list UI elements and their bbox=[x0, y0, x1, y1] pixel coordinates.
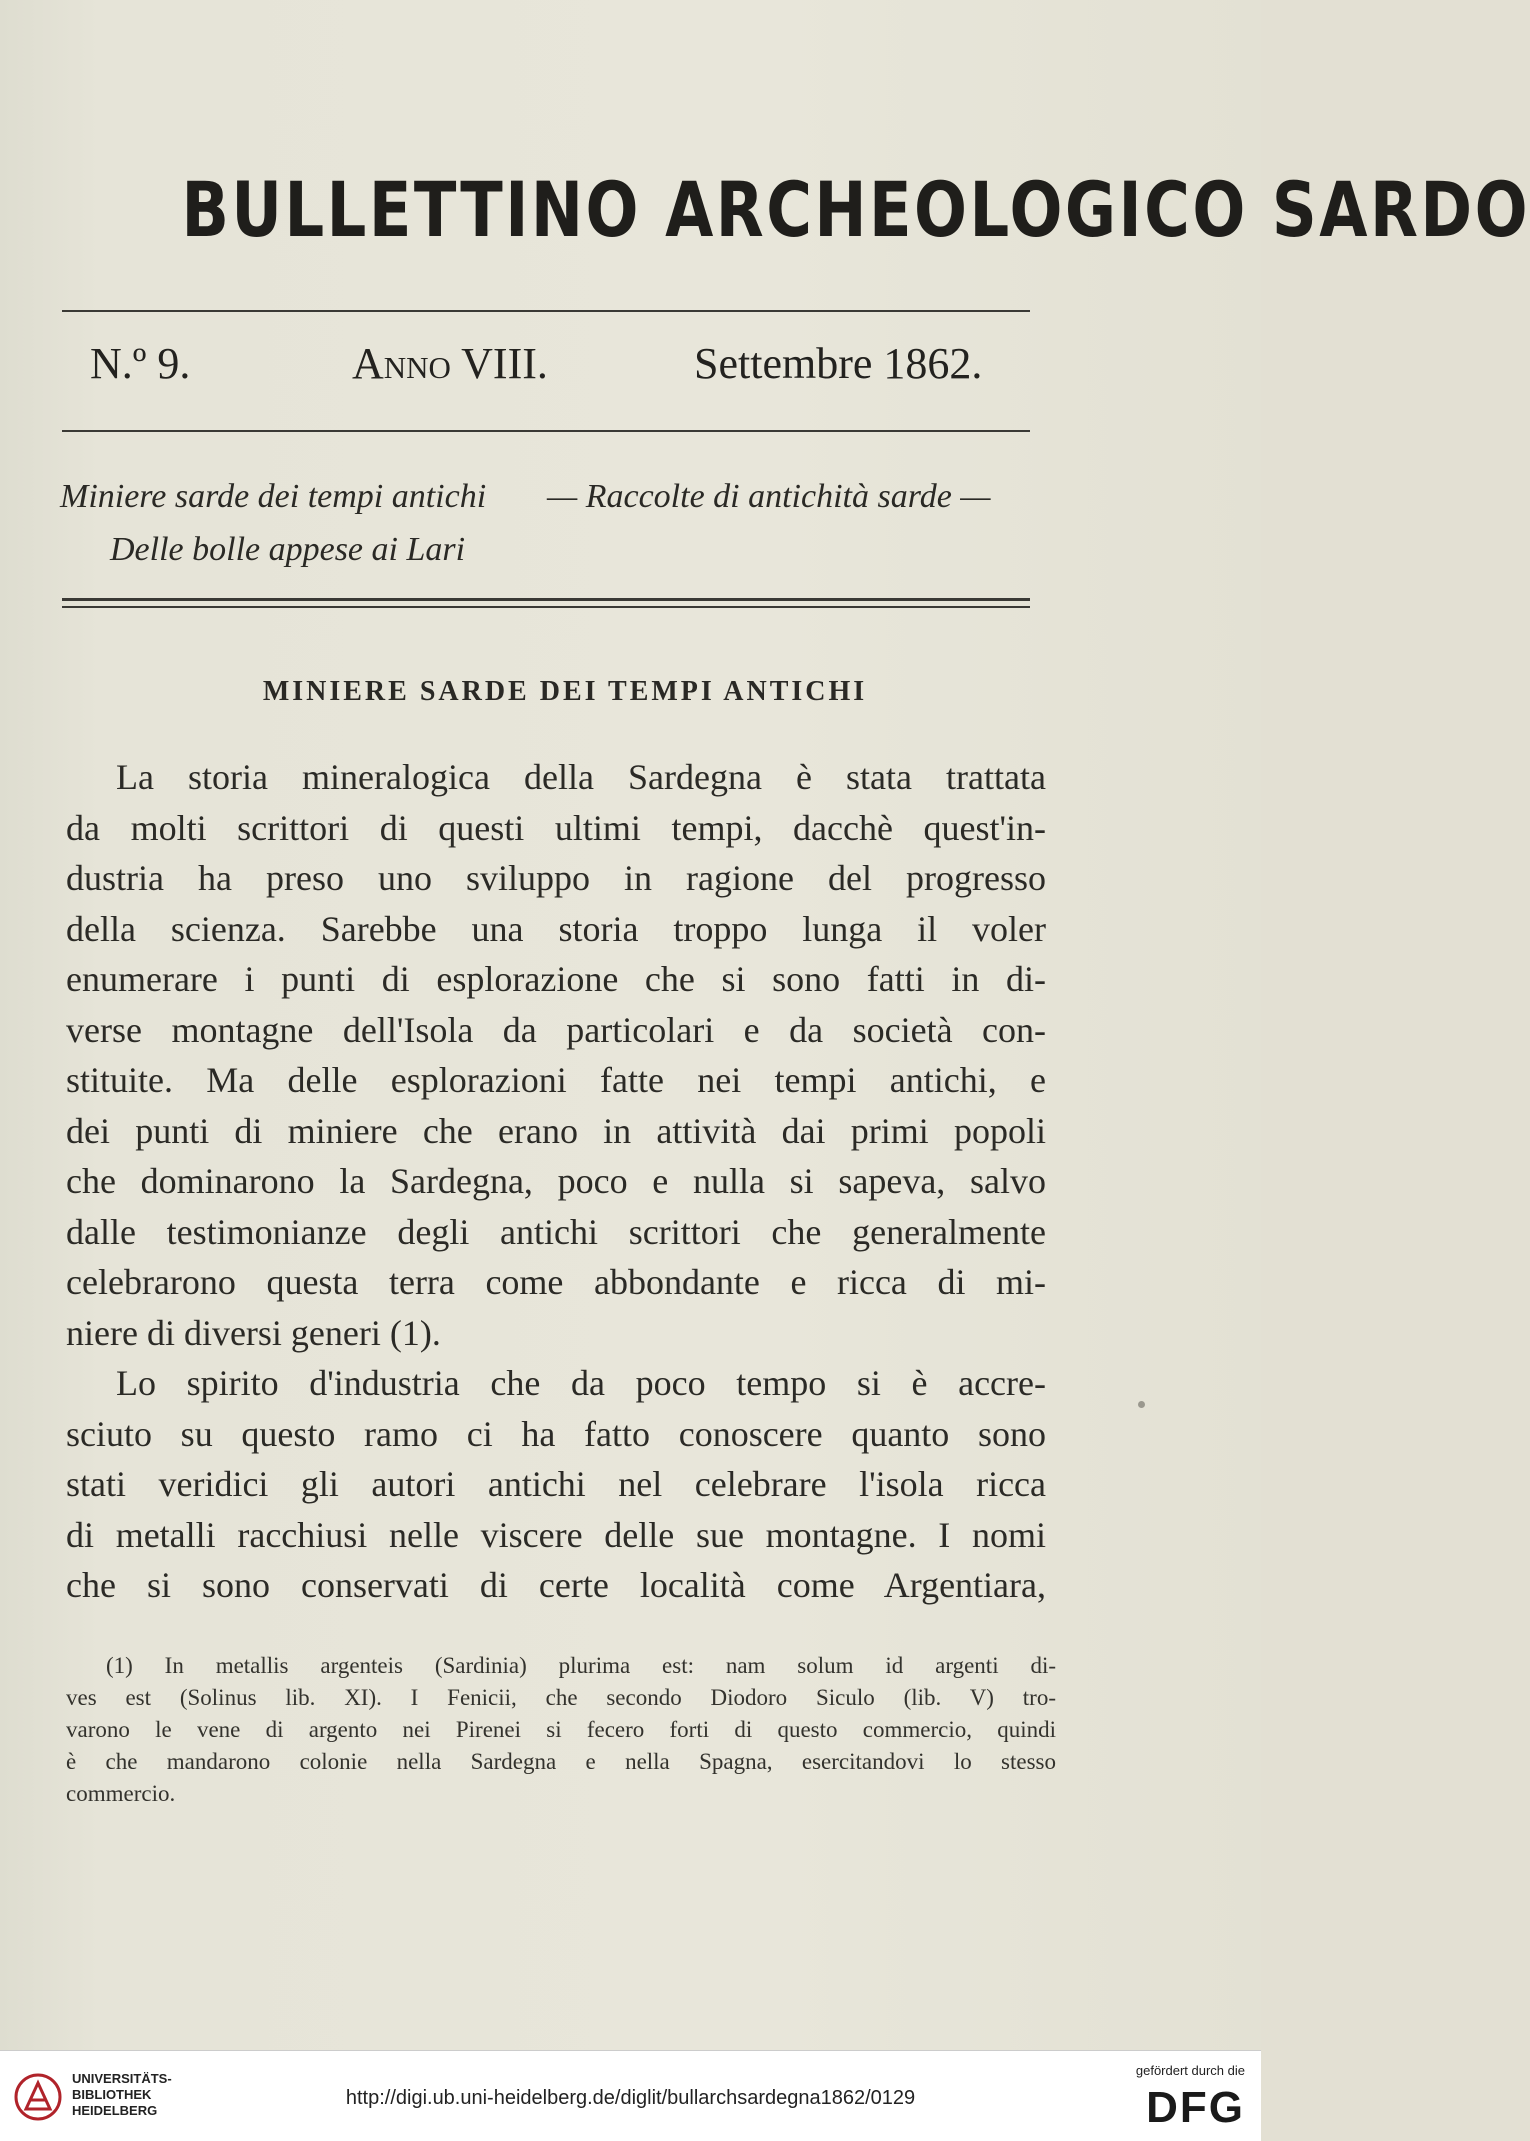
footnote-line: varono le vene di argento nei Pirenei si fecero forti di questo commercio, quindi bbox=[66, 1717, 1056, 1742]
rule-middle bbox=[62, 430, 1030, 432]
journal-title: BULLETTINO ARCHEOLOGICO SARDO bbox=[181, 165, 1530, 254]
contents-item: Miniere sarde dei tempi antichi bbox=[60, 478, 487, 515]
text-line: della scienza. Sarebbe una storia troppo lunga il voler bbox=[66, 908, 1046, 949]
text-line: La storia mineralogica della Sardegna è stata trattata bbox=[116, 757, 1046, 797]
text-line: dei punti di miniere che erano in attività dai primi popoli bbox=[66, 1110, 1046, 1151]
text-line: dustria ha preso uno sviluppo in ragione del progresso bbox=[66, 858, 1046, 898]
contents-line bbox=[60, 523, 1040, 576]
text-line: sciuto su questo ramo ci ha fatto conoscere quanto sono bbox=[66, 1413, 1046, 1454]
dfg-logo: DFG bbox=[1146, 2083, 1245, 2132]
issue-year bbox=[352, 338, 548, 389]
section-title: MINIERE SARDE DEI TEMPI ANTICHI bbox=[262, 676, 868, 707]
text-line: Lo spirito d'industria che da poco tempo si è accre- bbox=[116, 1363, 1046, 1403]
text-line: da molti scrittori di questi ultimi tempi, dacchè quest'in- bbox=[66, 807, 1046, 848]
library-line: HEIDELBERG bbox=[72, 2103, 158, 2118]
body-text bbox=[66, 752, 1046, 1611]
contents-line bbox=[60, 470, 1040, 523]
text-line: niere di diversi generi (1). bbox=[66, 1312, 441, 1353]
anno-label: Anno bbox=[352, 339, 451, 388]
permalink[interactable]: http://digi.ub.uni-heidelberg.de/diglit/bullarchsardegna1862/0129 bbox=[345, 2087, 916, 2109]
text-line: dalle testimonianze degli antichi scrittori che generalmente bbox=[66, 1211, 1046, 1252]
text-line: verse montagne dell'Isola da particolari e da società con- bbox=[66, 1009, 1046, 1050]
text-line: stati veridici gli autori antichi nel celebrare l'isola ricca bbox=[66, 1464, 1046, 1504]
table-of-contents bbox=[60, 470, 1040, 576]
anno-value: VIII. bbox=[461, 339, 548, 388]
footnote-line: è che mandarono colonie nella Sardegna e nella Spagna, esercitandovi lo stesso bbox=[66, 1749, 1056, 1774]
scan-speck bbox=[1138, 1401, 1145, 1408]
library-line: UNIVERSITÄTS- bbox=[72, 2071, 172, 2086]
digitization-footer bbox=[0, 2050, 1261, 2141]
issue-date: Settembre 1862. bbox=[694, 339, 983, 388]
text-line: enumerare i punti di esplorazione che si sono fatti in di- bbox=[66, 959, 1046, 999]
contents-item: Delle bolle appese ai Lari bbox=[110, 531, 466, 568]
rule-top bbox=[62, 310, 1030, 312]
footnote-line: (1) In metallis argenteis (Sardinia) plurima est: nam solum id argenti di- bbox=[106, 1653, 1056, 1678]
footnote-line: ves est (Solinus lib. XI). I Fenicii, che secondo Diodoro Siculo (lib. V) tro- bbox=[66, 1685, 1056, 1710]
text-line: di metalli racchiusi nelle viscere delle sue montagne. I nomi bbox=[66, 1514, 1046, 1555]
text-line: stituite. Ma delle esplorazioni fatte nei tempi antichi, e bbox=[66, 1060, 1046, 1100]
footnote-line: commercio. bbox=[66, 1781, 176, 1806]
library-line: BIBLIOTHEK bbox=[72, 2087, 152, 2102]
text-line: celebrarono questa terra come abbondante e ricca di mi- bbox=[66, 1262, 1046, 1302]
issue-number: N.º 9. bbox=[90, 339, 191, 388]
rule-double-b bbox=[62, 606, 1030, 608]
text-line: che dominarono la Sardegna, poco e nulla si sapeva, salvo bbox=[66, 1161, 1046, 1201]
contents-item: — Raccolte di antichità sarde — bbox=[547, 478, 991, 515]
funding-note: gefördert durch die bbox=[1135, 2063, 1245, 2078]
rule-double-a bbox=[62, 598, 1030, 601]
footnote bbox=[66, 1650, 1056, 1810]
text-line: che si sono conservati di certe località come Argentiara, bbox=[66, 1565, 1046, 1605]
